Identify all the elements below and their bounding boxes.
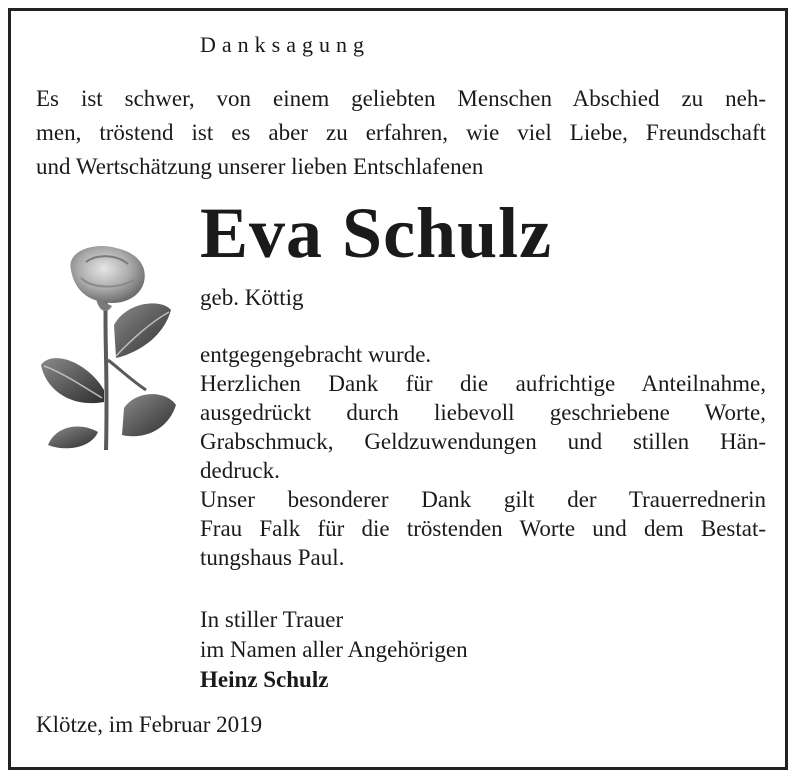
intro-line: men, tröstend ist es aber zu erfahren, wie viel Liebe, Freundschaft — [36, 120, 766, 145]
place-date: Klötze, im Februar 2019 — [36, 712, 263, 737]
body-line: Unser besonderer Dank gilt der Trauerrednerin — [200, 487, 766, 512]
body-line: ausgedrückt durch liebevoll geschriebene Worte, — [200, 400, 766, 425]
body-line: tungshaus Paul. — [200, 545, 345, 570]
signer-name: Heinz Schulz — [200, 667, 329, 692]
body-line: Herzlichen Dank für die aufrichtige Anteilnahme, — [200, 371, 766, 396]
body-line: entgegengebracht wurde. — [200, 342, 432, 367]
intro-line: und Wertschätzung unserer lieben Entschlafenen — [36, 154, 484, 179]
deceased-name: Eva Schulz — [200, 193, 553, 273]
rose-icon — [36, 240, 196, 452]
closing-line: In stiller Trauer — [200, 607, 344, 632]
closing-line: im Namen aller Angehörigen — [200, 637, 468, 662]
body-text — [200, 340, 766, 572]
birth-name: geb. Köttig — [200, 285, 304, 310]
heading: Danksagung — [200, 32, 370, 57]
closing — [200, 605, 468, 695]
intro-text — [36, 82, 766, 184]
intro-line: Es ist schwer, von einem geliebten Menschen Abschied zu neh- — [36, 86, 766, 111]
body-line: dedruck. — [200, 458, 280, 483]
body-line: Grabschmuck, Geldzuwendungen und stillen Hän- — [200, 429, 766, 454]
body-line: Frau Falk für die tröstenden Worte und dem Bestat- — [200, 516, 766, 541]
